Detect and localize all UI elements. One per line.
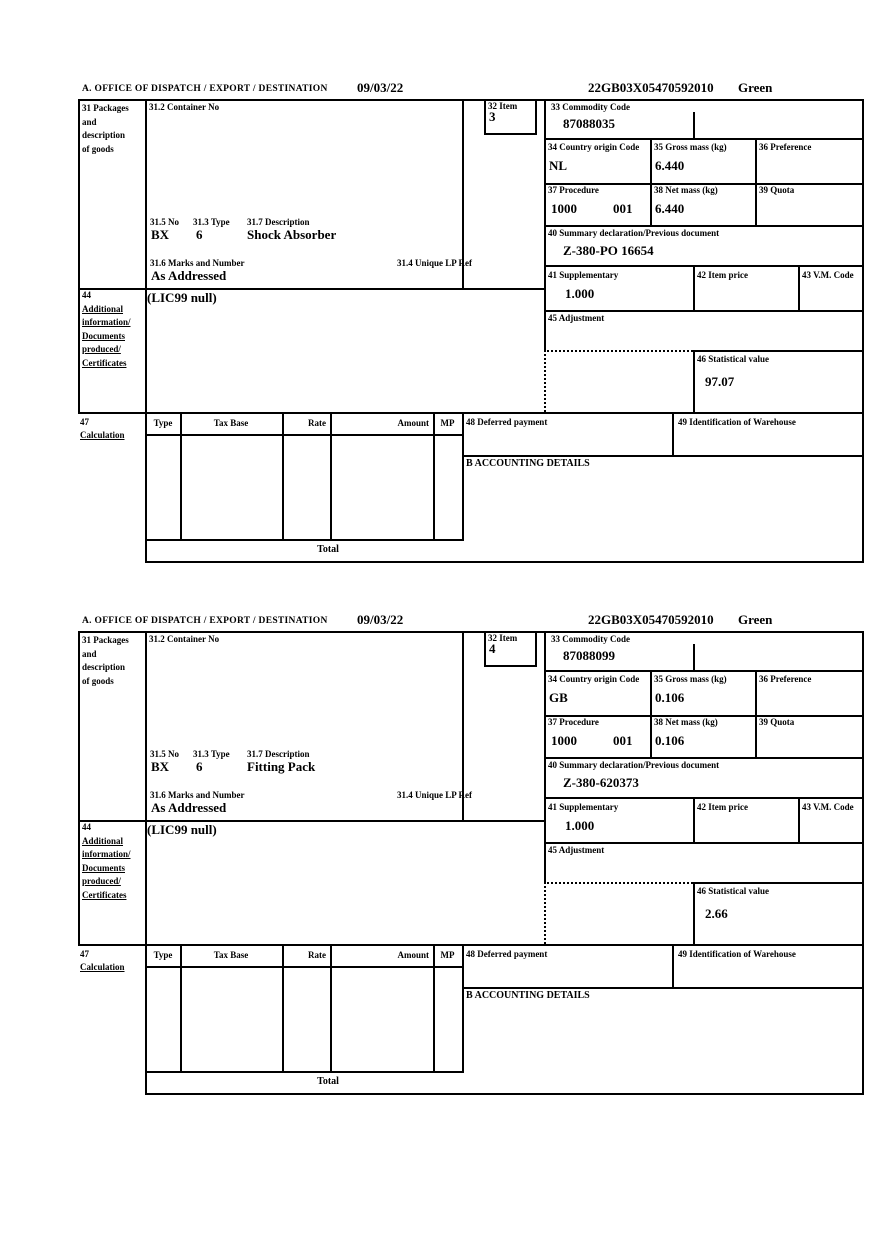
total-label: Total — [317, 1076, 339, 1087]
border-line — [798, 265, 800, 312]
box35-gross-mass-label: 35 Gross mass (kg) — [654, 142, 727, 152]
column-header-mp: MP — [440, 418, 455, 428]
box33-commodity-label: 33 Commodity Code — [551, 634, 630, 644]
declaration-date: 09/03/22 — [357, 80, 404, 95]
box43-vm-code-label: 43 V.M. Code — [802, 802, 854, 812]
box31-2-container-label: 31.2 Container No — [149, 102, 220, 112]
box41-supplementary-label: 41 Supplementary — [548, 270, 619, 280]
border-line — [544, 757, 862, 759]
net-mass-value: 6.440 — [655, 201, 685, 216]
gross-mass-value: 6.440 — [655, 158, 685, 173]
commodity-code-value: 87088035 — [563, 116, 615, 131]
border-line — [78, 631, 864, 633]
column-header-type: Type — [153, 950, 173, 960]
box31-label: 31 Packages and description of goods — [82, 635, 129, 686]
box34-origin-label: 34 Country origin Code — [548, 142, 640, 152]
border-line — [180, 944, 182, 1073]
commodity-code-separator-tick — [693, 644, 695, 670]
box37-procedure-label: 37 Procedure — [548, 717, 599, 727]
box31-7-description-label: 31.7 Description — [247, 217, 310, 227]
box33-commodity-label: 33 Commodity Code — [551, 102, 630, 112]
border-line — [798, 797, 800, 844]
country-origin-value: NL — [549, 158, 568, 173]
box47-calculation-label: 47 Calculation — [80, 417, 125, 440]
box40-previous-document-label: 40 Summary declaration/Previous document — [548, 228, 720, 238]
border-line — [78, 631, 80, 946]
box32-item-label: 32 Item — [488, 101, 518, 111]
box31-5-no-label: 31.5 No — [150, 217, 179, 227]
box39-quota-label: 39 Quota — [759, 717, 795, 727]
box49-warehouse-label: 49 Identification of Warehouse — [678, 417, 796, 427]
column-header-amount: Amount — [397, 950, 429, 960]
column-header-type: Type — [153, 418, 173, 428]
box37-procedure-label: 37 Procedure — [548, 185, 599, 195]
procedure-code-2-value: 001 — [613, 201, 633, 216]
border-line — [145, 561, 864, 563]
border-line — [693, 882, 695, 944]
box45-adjustment-label: 45 Adjustment — [548, 313, 605, 323]
border-line — [693, 350, 864, 352]
movement-reference-number: 22GB03X05470592010 — [588, 612, 714, 627]
procedure-code-value: 1000 — [551, 733, 577, 748]
box36-preference-label: 36 Preference — [759, 674, 812, 684]
border-line — [862, 631, 864, 1095]
box31-3-type-label: 31.3 Type — [193, 749, 230, 759]
box45-adjustment-label: 45 Adjustment — [548, 845, 605, 855]
declaration-item-block-2 — [78, 613, 868, 1099]
routing-status: Green — [738, 612, 773, 627]
border-line — [693, 350, 695, 412]
border-line — [180, 412, 182, 541]
routing-status: Green — [738, 80, 773, 95]
box48-deferred-payment-label: 48 Deferred payment — [466, 949, 548, 959]
border-line — [145, 1093, 864, 1095]
border-line — [78, 944, 864, 946]
box42-item-price-label: 42 Item price — [697, 802, 748, 812]
box43-vm-code-label: 43 V.M. Code — [802, 270, 854, 280]
procedure-code-2-value: 001 — [613, 733, 633, 748]
border-line — [330, 412, 332, 541]
movement-reference-number: 22GB03X05470592010 — [588, 80, 714, 95]
accounting-details-label: B ACCOUNTING DETAILS — [466, 458, 590, 469]
dotted-border-line — [544, 350, 546, 412]
border-line — [544, 842, 862, 844]
dotted-border-line — [544, 882, 693, 884]
box49-warehouse-label: 49 Identification of Warehouse — [678, 949, 796, 959]
border-line — [693, 265, 695, 312]
box31-5-no-label: 31.5 No — [150, 749, 179, 759]
border-line — [145, 631, 147, 1095]
border-line — [755, 138, 757, 227]
procedure-code-value: 1000 — [551, 201, 577, 216]
box31-6-marks-label: 31.6 Marks and Number — [150, 258, 245, 268]
box31-4-lp-ref-label: 31.4 Unique LP Ref — [397, 258, 473, 268]
border-line — [282, 944, 284, 1073]
border-line — [693, 882, 864, 884]
border-line — [146, 1071, 464, 1073]
border-line — [544, 138, 862, 140]
column-header-rate: Rate — [308, 418, 326, 428]
border-line — [693, 797, 695, 844]
box39-quota-label: 39 Quota — [759, 185, 795, 195]
goods-description-value: Fitting Pack — [247, 759, 316, 774]
commodity-code-value: 87088099 — [563, 648, 615, 663]
box44-label: 44 Additional information/ Documents produced/ Certificates — [82, 822, 131, 900]
dotted-border-line — [544, 882, 546, 944]
box46-statistical-value-label: 46 Statistical value — [697, 354, 769, 364]
border-line — [650, 138, 652, 227]
item-number-value: 4 — [489, 641, 496, 656]
packages-no-value: BX — [151, 759, 170, 774]
border-line — [433, 412, 435, 541]
border-line — [78, 99, 864, 101]
column-header-tax-base: Tax Base — [213, 950, 249, 960]
packages-type-value: 6 — [196, 759, 203, 774]
supplementary-units-value: 1.000 — [565, 818, 595, 833]
country-origin-value: GB — [549, 690, 568, 705]
declaration-date: 09/03/22 — [357, 612, 404, 627]
marks-and-numbers-value: As Addressed — [151, 800, 227, 815]
gross-mass-value: 0.106 — [655, 690, 685, 705]
box31-2-container-label: 31.2 Container No — [149, 634, 220, 644]
statistical-value: 97.07 — [705, 374, 735, 389]
border-line — [78, 412, 864, 414]
statistical-value: 2.66 — [705, 906, 728, 921]
box40-previous-document-label: 40 Summary declaration/Previous document — [548, 760, 720, 770]
border-line — [146, 966, 462, 968]
item-number-value: 3 — [489, 109, 496, 124]
column-header-mp: MP — [440, 950, 455, 960]
packages-no-value: BX — [151, 227, 170, 242]
border-line — [462, 455, 864, 457]
border-line — [146, 434, 462, 436]
goods-description-value: Shock Absorber — [247, 227, 337, 242]
border-line — [78, 99, 80, 414]
declaration-item-block-1 — [78, 81, 868, 567]
border-line — [672, 412, 674, 457]
commodity-code-separator-tick — [693, 112, 695, 138]
border-line — [433, 944, 435, 1073]
box44-label: 44 Additional information/ Documents produced/ Certificates — [82, 290, 131, 368]
additional-information-value: (LIC99 null) — [147, 290, 217, 305]
border-line — [650, 670, 652, 759]
box31-label: 31 Packages and description of goods — [82, 103, 129, 154]
box42-item-price-label: 42 Item price — [697, 270, 748, 280]
border-line — [544, 797, 862, 799]
border-line — [145, 99, 147, 563]
border-line — [462, 412, 464, 541]
border-line — [862, 99, 864, 563]
box41-supplementary-label: 41 Supplementary — [548, 802, 619, 812]
box34-origin-label: 34 Country origin Code — [548, 674, 640, 684]
additional-information-value: (LIC99 null) — [147, 822, 217, 837]
box35-gross-mass-label: 35 Gross mass (kg) — [654, 674, 727, 684]
border-line — [146, 539, 464, 541]
packages-type-value: 6 — [196, 227, 203, 242]
border-line — [544, 225, 862, 227]
box31-6-marks-label: 31.6 Marks and Number — [150, 790, 245, 800]
border-line — [330, 944, 332, 1073]
column-header-tax-base: Tax Base — [213, 418, 249, 428]
border-line — [755, 670, 757, 759]
box32-item-label: 32 Item — [488, 633, 518, 643]
supplementary-units-value: 1.000 — [565, 286, 595, 301]
border-line — [544, 310, 862, 312]
total-label: Total — [317, 544, 339, 555]
box38-net-mass-label: 38 Net mass (kg) — [654, 185, 718, 195]
border-line — [282, 412, 284, 541]
border-line — [462, 944, 464, 1073]
column-header-amount: Amount — [397, 418, 429, 428]
border-line — [672, 944, 674, 989]
box48-deferred-payment-label: 48 Deferred payment — [466, 417, 548, 427]
previous-document-value: Z-380-620373 — [563, 775, 639, 790]
accounting-details-label: B ACCOUNTING DETAILS — [466, 990, 590, 1001]
dotted-border-line — [544, 350, 693, 352]
office-of-dispatch-header: A. OFFICE OF DISPATCH / EXPORT / DESTINATION — [82, 84, 328, 94]
border-line — [462, 987, 864, 989]
marks-and-numbers-value: As Addressed — [151, 268, 227, 283]
border-line — [544, 265, 862, 267]
column-header-rate: Rate — [308, 950, 326, 960]
box31-3-type-label: 31.3 Type — [193, 217, 230, 227]
box46-statistical-value-label: 46 Statistical value — [697, 886, 769, 896]
border-line — [544, 670, 862, 672]
net-mass-value: 0.106 — [655, 733, 685, 748]
box38-net-mass-label: 38 Net mass (kg) — [654, 717, 718, 727]
office-of-dispatch-header: A. OFFICE OF DISPATCH / EXPORT / DESTINATION — [82, 616, 328, 626]
box36-preference-label: 36 Preference — [759, 142, 812, 152]
box31-4-lp-ref-label: 31.4 Unique LP Ref — [397, 790, 473, 800]
box47-calculation-label: 47 Calculation — [80, 949, 125, 972]
box31-7-description-label: 31.7 Description — [247, 749, 310, 759]
previous-document-value: Z-380-PO 16654 — [563, 243, 654, 258]
